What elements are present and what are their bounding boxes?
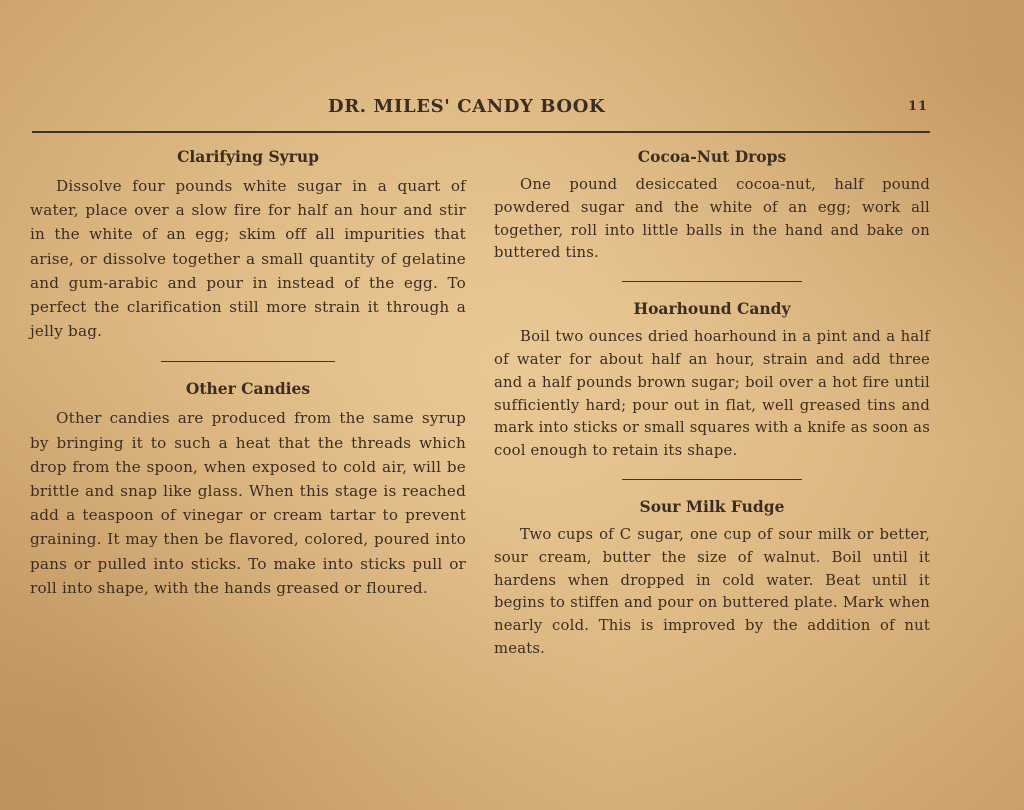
- recipe-title: Clarifying Syrup: [177, 147, 319, 166]
- recipe-clarifying-syrup: [30, 146, 466, 343]
- recipe-sour-milk-fudge: [494, 496, 930, 661]
- recipe-title: Cocoa-Nut Drops: [637, 147, 787, 166]
- left-column: [30, 146, 466, 600]
- recipe-title: Other Candies: [185, 379, 311, 399]
- recipe-title: Sour Milk Fudge: [639, 496, 785, 516]
- recipe-text: Dissolve four pounds white sugar in a quart of water, place over a slow fire for half an hour and stir in the white of an egg; skim off all impurities that arise, or dissolve together a small quantity of gelatine and gum-arabic and pour in instead of the egg. To perfect the clarification still more strain it through a jelly bag.: [30, 177, 466, 341]
- recipe-title: Hoarhound Candy: [633, 299, 791, 319]
- right-column: [494, 146, 930, 661]
- recipe-text: Boil two ounces dried hoarhound in a pint and a half of water for about half an hour, strain and add three and a half pounds brown sugar; boil over a hot fire until sufficiently hard; pour out in flat, well greased tins and mark into sticks or small squares with a knife as soon as cool enough to retain its shape.: [494, 328, 930, 460]
- page-header: [0, 96, 1024, 120]
- recipe-cocoa-nut-drops: [494, 146, 930, 265]
- section-divider: [622, 479, 802, 480]
- running-title: DR. MILES' CANDY BOOK: [328, 96, 606, 117]
- recipe-hoarhound-candy: [494, 298, 930, 463]
- recipe-text: Other candies are produced from the same syrup by bringing it to such a heat that the threads which drop from the spoon, when exposed to cold air, will be brittle and snap like glass. When this stage is reached add a teaspoon of vinegar or cream tartar to prevent graining. It may then be flavored, colored, poured into pans or pulled into sticks. To make into sticks pull or roll into shape, with the hands greased or floured.: [30, 409, 466, 597]
- recipe-text: One pound desiccated cocoa-nut, half pound powdered sugar and the white of an egg; work all together, roll into little balls in the hand and bake on buttered tins.: [494, 176, 930, 262]
- recipe-other-candies: [30, 378, 466, 600]
- header-rule: [32, 131, 930, 133]
- page-number: 11: [908, 99, 929, 114]
- recipe-text: Two cups of C sugar, one cup of sour milk or better, sour cream, butter the size of walnut. Boil until it hardens when dropped in cold water. Beat until it begins to stiffen and pour on buttered plate. Mark when nearly cold. This is improved by the addition of nut meats.: [494, 525, 930, 657]
- section-divider: [622, 281, 802, 282]
- section-divider: [161, 361, 335, 362]
